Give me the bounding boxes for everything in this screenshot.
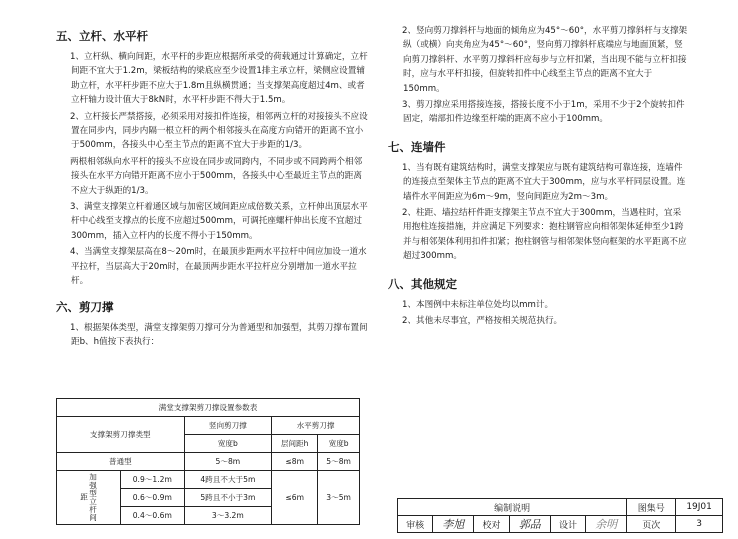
table-row-spacing: 0.6～0.9m (121, 489, 185, 507)
table-normal-b: 5～8m (184, 453, 272, 471)
table-sub-spacing-h: 层间距h (272, 435, 318, 453)
section-7-title: 七、连墙件 (388, 139, 446, 154)
page-label: 页次 (627, 516, 676, 533)
review-signature-text: 李旭 (442, 518, 465, 531)
table-row-b: 3～3.2m (184, 507, 272, 525)
check-signature (509, 516, 550, 533)
table-reinforced-label: 加强型立杆间距 (57, 471, 121, 525)
section-8-title: 八、其他规定 (388, 276, 457, 291)
section-5-para-2a: 2、立杆接长严禁搭接，必须采用对接扣件连接，相邻两立杆的对接接头不应设置在同步内，同步内隔一根立杆的两个相邻接头在高度方向错开的距离不宜小于500mm，各接头中心至主节点的距离不宜大于步距的1/3。 (70, 111, 368, 151)
section-6-para-2: 2、竖向剪刀撑斜杆与地面的倾角应为45°～60°，水平剪刀撑斜杆与支撑架纵（或横）向夹角应为45°～60°，竖向剪刀撑斜杆底端应与地面顶紧，竖向剪刀撑斜杆、水平剪刀撑斜杆应每步与立杆扣紧，当出现不能与立杆扣接时，应与水平杆扣接，但旋转扣件中心线至主节点的距离不宜大于150mm。 (402, 26, 688, 94)
drawing-title: 编制说明 (398, 499, 627, 516)
check-signature-text: 郭品 (518, 518, 541, 531)
table-caption: 满堂支撑架剪刀撑设置参数表 (57, 399, 360, 417)
table-header-type: 支撑架剪刀撑类型 (57, 417, 185, 453)
section-5-para-3: 3、满堂支撑架立杆着通区域与加密区域间距应成倍数关系，立杆伸出顶层水平杆中心线至支撑点的长度不应超过500mm，可调托座螺杆伸出长度不宜超过300mm，插入立杆内的长度不得小于150mm。 (70, 202, 368, 241)
right-column (388, 24, 688, 331)
table-reinforced-b2: 3～5m (318, 471, 360, 525)
section-6-para-3: 3、剪刀撑应采用搭接连接，搭接长度不小于1m，采用不少于2个旋转扣件固定，端部扣件边缘至杆端的距离不应小于100mm。 (402, 100, 685, 125)
bracing-parameter-table (56, 398, 360, 525)
design-label: 设计 (550, 516, 585, 533)
review-signature (433, 516, 474, 533)
review-label: 审核 (398, 516, 433, 533)
atlas-number: 19J01 (676, 499, 723, 516)
section-6-title: 六、剪刀撑 (56, 299, 114, 314)
table-normal-h: ≤8m (272, 453, 318, 471)
design-signature-text: 余明 (595, 518, 618, 531)
design-signature (586, 516, 627, 533)
section-8-para-1: 1、本图例中未标注单位处均以mm计。 (402, 299, 554, 310)
table-row-normal-label: 普通型 (57, 453, 185, 471)
table-row-b: 4跨且不大于5m (184, 471, 272, 489)
section-5-para-1: 1、立杆纵、横向间距，水平杆的步距应根据所承受的荷载通过计算确定，立杆间距不宜大于1.2m，梁板结构的梁底应至少设置1排主承立杆，梁侧应设置辅助立杆，水平杆步距不应大于1.8m且纵横贯通；当支撑架高度超过4m、或者立杆轴力设计值大于8kN时，水平杆步距不得大于1.5m。 (70, 52, 368, 106)
section-6-para-1: 1、根据架体类型，满堂支撑架剪刀撑可分为普通型和加强型，其剪刀撑布置间距b、h值按下表执行： (70, 322, 368, 347)
section-8-para-2: 2、其他未尽事宜，严格按相关规范执行。 (402, 316, 563, 327)
table-reinforced-h: ≤6m (272, 471, 318, 525)
section-7-para-1: 1、当有既有建筑结构时，满堂支撑架应与既有建筑结构可靠连接，连墙件的连接点至架体主节点的距离不宜大于300mm，应与水平杆同层设置。连墙件水平间距应为6m～9m，竖向间距应为2m～3m。 (402, 162, 686, 202)
table-sub-width-b2: 宽度b (318, 435, 360, 453)
table-row-spacing: 0.4～0.6m (121, 507, 185, 525)
section-5-para-2b: 两根相邻纵向水平杆的接头不应设在同步或同跨内，不同步或不同跨两个相邻接头在水平方向错开距离不应小于500mm，各接头中心至最近主节点的距离不应大于纵距的1/3。 (70, 156, 363, 196)
table-row-b: 5跨且不小于3m (184, 489, 272, 507)
left-column (56, 24, 368, 351)
section-5-title: 五、立杆、水平杆 (56, 29, 148, 43)
page-number: 3 (676, 516, 723, 533)
table-header-horizontal: 水平剪刀撑 (272, 417, 360, 435)
check-label: 校对 (474, 516, 509, 533)
table-row-spacing: 0.9～1.2m (121, 471, 185, 489)
table-normal-b2: 5～8m (318, 453, 360, 471)
section-7-para-2: 2、柱距、墙拉结杆件距支撑架主节点不宜大于300mm，当遇柱时，宜采用抱柱连接措施，并应满足下列要求：抱柱钢管应向相邻架体延伸至少1跨并与相邻架体利用扣件扣紧；抱柱钢管与相邻架体竖向框架的水平距离不应超过300mm。 (402, 208, 687, 262)
atlas-label: 图集号 (627, 499, 676, 516)
title-block (397, 498, 723, 533)
table-sub-width-b: 宽度b (184, 435, 272, 453)
section-5-para-4: 4、当满堂支撑架层高在8～20m时，在最顶步距两水平拉杆中间应加设一道水平拉杆，当层高大于20m时，在最顶两步距水平拉杆应分别增加一道水平拉杆。 (70, 247, 367, 287)
table-header-vertical: 竖向剪刀撑 (184, 417, 272, 435)
